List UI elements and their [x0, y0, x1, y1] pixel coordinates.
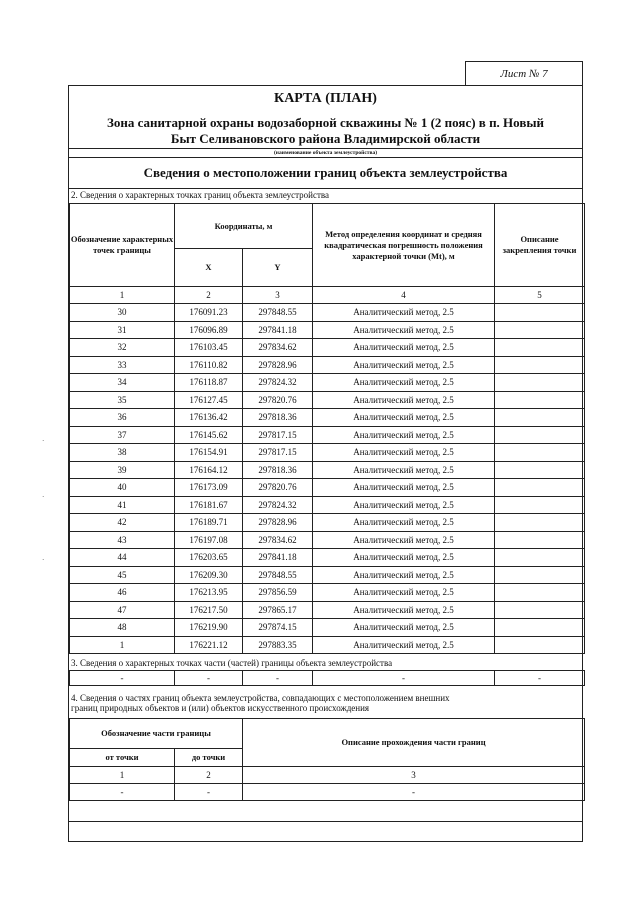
cell-pt: 43 — [70, 531, 175, 549]
col-number: 5 — [495, 287, 585, 304]
cell-pt: 36 — [70, 409, 175, 427]
cell-d — [495, 531, 585, 549]
cell-d — [495, 444, 585, 462]
column-numbers-row — [70, 287, 585, 304]
table-row — [70, 374, 585, 392]
cell-pt: 41 — [70, 496, 175, 514]
table-row — [70, 531, 585, 549]
cell-pt: 34 — [70, 374, 175, 392]
zone-title-line1: Зона санитарной охраны водозаборной скважины № 1 (2 пояс) в п. Новый — [106, 115, 545, 130]
cell-m: Аналитический метод, 2.5 — [313, 461, 495, 479]
cell-m: Аналитический метод, 2.5 — [313, 321, 495, 339]
header-coords: Координаты, м — [175, 204, 313, 249]
cell-y: 297865.17 — [243, 601, 313, 619]
cell-pt: 37 — [70, 426, 175, 444]
cell-x: 176189.71 — [175, 514, 243, 532]
divider — [69, 157, 582, 158]
cell-pt: 30 — [70, 304, 175, 322]
cell-pt: 1 — [70, 636, 175, 654]
divider — [69, 821, 582, 822]
table-row — [70, 479, 585, 497]
points-table — [69, 203, 585, 654]
cell-pt: 31 — [70, 321, 175, 339]
cell-d — [495, 461, 585, 479]
table-row — [70, 619, 585, 637]
cell-x: 176217.50 — [175, 601, 243, 619]
cell: - — [243, 784, 585, 801]
cell: - — [175, 671, 243, 686]
cell-x: 176203.65 — [175, 549, 243, 567]
cell-y: 297824.32 — [243, 496, 313, 514]
cell-pt: 44 — [70, 549, 175, 567]
cell-m: Аналитический метод, 2.5 — [313, 514, 495, 532]
table-row — [70, 409, 585, 427]
margin-mark: · — [42, 493, 45, 501]
cell-d — [495, 636, 585, 654]
table-row — [70, 514, 585, 532]
cell-m: Аналитический метод, 2.5 — [313, 426, 495, 444]
table-row — [70, 671, 585, 686]
cell-m: Аналитический метод, 2.5 — [313, 619, 495, 637]
cell-y: 297817.15 — [243, 426, 313, 444]
cell-m: Аналитический метод, 2.5 — [313, 444, 495, 462]
cell: - — [70, 671, 175, 686]
cell-y: 297820.76 — [243, 479, 313, 497]
boundary-parts-table — [69, 718, 585, 801]
table-row — [70, 584, 585, 602]
section4-note — [71, 693, 450, 713]
table-row — [70, 566, 585, 584]
cell-y: 297856.59 — [243, 584, 313, 602]
header-method: Метод определения координат и средняя квадратическая погрешность положения характерной точки (Mt), м — [313, 204, 495, 287]
cell-y: 297818.36 — [243, 461, 313, 479]
document-frame — [68, 85, 583, 842]
cell-y: 297883.35 — [243, 636, 313, 654]
cell-x: 176096.89 — [175, 321, 243, 339]
cell-x: 176213.95 — [175, 584, 243, 602]
section-subtitle: Сведения о местоположении границ объекта землеустройства — [143, 165, 508, 180]
header-x: X — [175, 249, 243, 287]
cell-d — [495, 391, 585, 409]
cell: - — [243, 671, 313, 686]
cell-m: Аналитический метод, 2.5 — [313, 339, 495, 357]
cell-m: Аналитический метод, 2.5 — [313, 549, 495, 567]
cell-d — [495, 356, 585, 374]
cell-y: 297820.76 — [243, 391, 313, 409]
col-number: 2 — [175, 767, 243, 784]
divider — [69, 188, 582, 189]
divider — [69, 148, 582, 149]
col-number: 2 — [175, 287, 243, 304]
cell: - — [70, 784, 175, 801]
cell-y: 297834.62 — [243, 531, 313, 549]
cell-d — [495, 479, 585, 497]
cell-y: 297841.18 — [243, 321, 313, 339]
cell-d — [495, 321, 585, 339]
cell-m: Аналитический метод, 2.5 — [313, 374, 495, 392]
cell-x: 176221.12 — [175, 636, 243, 654]
cell-y: 297817.15 — [243, 444, 313, 462]
cell-x: 176164.12 — [175, 461, 243, 479]
cell-x: 176118.87 — [175, 374, 243, 392]
cell-d — [495, 549, 585, 567]
cell: - — [175, 784, 243, 801]
cell: - — [495, 671, 585, 686]
cell-x: 176145.62 — [175, 426, 243, 444]
cell-m: Аналитический метод, 2.5 — [313, 304, 495, 322]
cell-pt: 47 — [70, 601, 175, 619]
cell-y: 297834.62 — [243, 339, 313, 357]
header-point: Обозначение характерных точек границы — [70, 204, 175, 287]
cell-x: 176197.08 — [175, 531, 243, 549]
cell-d — [495, 584, 585, 602]
cell-d — [495, 339, 585, 357]
cell-pt: 45 — [70, 566, 175, 584]
header-y: Y — [243, 249, 313, 287]
table-row — [70, 444, 585, 462]
table-row — [70, 461, 585, 479]
header-part-description: Описание прохождения части границ — [243, 719, 585, 767]
table-row — [70, 784, 585, 801]
cell-y: 297818.36 — [243, 409, 313, 427]
header-description: Описание закрепления точки — [495, 204, 585, 287]
section4-note-line2: границ природных объектов и (или) объектов искусственного происхождения — [71, 703, 370, 713]
cell: - — [313, 671, 495, 686]
cell-y: 297848.55 — [243, 566, 313, 584]
cell-m: Аналитический метод, 2.5 — [313, 584, 495, 602]
header-to: до точки — [175, 749, 243, 767]
object-caption: (наименование объекта землеустройства) — [273, 150, 378, 156]
table-row — [70, 339, 585, 357]
col-number: 4 — [313, 287, 495, 304]
cell-pt: 42 — [70, 514, 175, 532]
cell-x: 176173.09 — [175, 479, 243, 497]
cell-x: 176127.45 — [175, 391, 243, 409]
cell-pt: 33 — [70, 356, 175, 374]
cell-pt: 38 — [70, 444, 175, 462]
cell-d — [495, 619, 585, 637]
cell-y: 297848.55 — [243, 304, 313, 322]
cell-pt: 32 — [70, 339, 175, 357]
points-body — [70, 304, 585, 654]
col-number: 3 — [243, 767, 585, 784]
cell-y: 297828.96 — [243, 356, 313, 374]
cell-d — [495, 304, 585, 322]
cell-x: 176181.67 — [175, 496, 243, 514]
cell-d — [495, 374, 585, 392]
cell-m: Аналитический метод, 2.5 — [313, 409, 495, 427]
cell-pt: 46 — [70, 584, 175, 602]
cell-d — [495, 426, 585, 444]
header-from: от точки — [70, 749, 175, 767]
cell-m: Аналитический метод, 2.5 — [313, 566, 495, 584]
cell-m: Аналитический метод, 2.5 — [313, 391, 495, 409]
margin-mark: · — [42, 556, 45, 564]
cell-x: 176154.91 — [175, 444, 243, 462]
table-row — [70, 321, 585, 339]
cell-m: Аналитический метод, 2.5 — [313, 496, 495, 514]
cell-x: 176209.30 — [175, 566, 243, 584]
cell-x: 176110.82 — [175, 356, 243, 374]
col-number: 3 — [243, 287, 313, 304]
table-row — [70, 304, 585, 322]
cell-m: Аналитический метод, 2.5 — [313, 636, 495, 654]
column-numbers-row — [70, 767, 585, 784]
zone-title — [69, 115, 582, 147]
cell-x: 176136.42 — [175, 409, 243, 427]
sheet-number: Лист № 7 — [465, 61, 583, 85]
margin-mark: · — [42, 437, 45, 445]
table-row — [70, 601, 585, 619]
document-title: КАРТА (ПЛАН) — [274, 91, 377, 106]
col-number: 1 — [70, 287, 175, 304]
cell-y: 297874.15 — [243, 619, 313, 637]
section3-note: 3. Сведения о характерных точках части (частей) границы объекта землеустройства — [71, 658, 393, 668]
cell-m: Аналитический метод, 2.5 — [313, 531, 495, 549]
cell-m: Аналитический метод, 2.5 — [313, 601, 495, 619]
section2-note: 2. Сведения о характерных точках границ объекта землеустройства — [71, 190, 330, 200]
cell-x: 176103.45 — [175, 339, 243, 357]
zone-title-line2: Быт Селивановского района Владимирской области — [170, 131, 481, 146]
table-row — [70, 496, 585, 514]
cell-pt: 48 — [70, 619, 175, 637]
cell-m: Аналитический метод, 2.5 — [313, 356, 495, 374]
table-row — [70, 549, 585, 567]
cell-pt: 40 — [70, 479, 175, 497]
cell-d — [495, 409, 585, 427]
cell-y: 297824.32 — [243, 374, 313, 392]
cell-y: 297828.96 — [243, 514, 313, 532]
cell-d — [495, 514, 585, 532]
col-number: 1 — [70, 767, 175, 784]
cell-y: 297841.18 — [243, 549, 313, 567]
section4-note-line1: 4. Сведения о частях границ объекта землеустройства, совпадающих с местоположением внешних — [71, 693, 450, 703]
header-part: Обозначение части границы — [70, 719, 243, 749]
table-row — [70, 426, 585, 444]
table-row — [70, 391, 585, 409]
parts-points-table — [69, 670, 585, 686]
cell-x: 176219.90 — [175, 619, 243, 637]
cell-pt: 39 — [70, 461, 175, 479]
cell-d — [495, 566, 585, 584]
table-row — [70, 636, 585, 654]
cell-d — [495, 496, 585, 514]
cell-pt: 35 — [70, 391, 175, 409]
cell-d — [495, 601, 585, 619]
cell-m: Аналитический метод, 2.5 — [313, 479, 495, 497]
cell-x: 176091.23 — [175, 304, 243, 322]
table-row — [70, 356, 585, 374]
